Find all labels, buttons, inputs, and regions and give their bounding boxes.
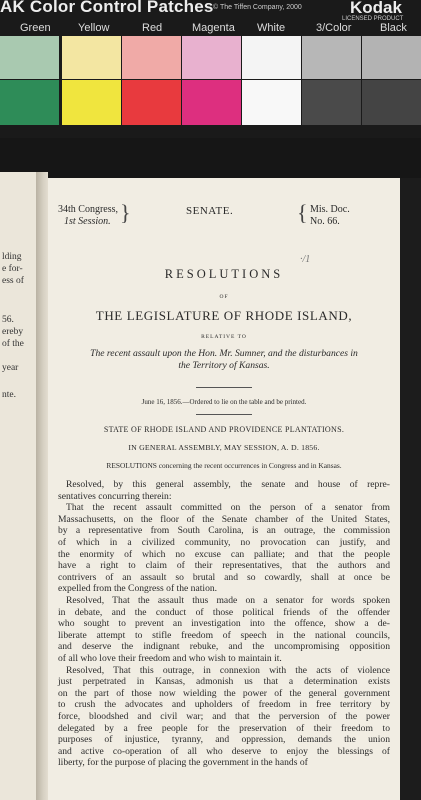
color-swatch-dark [62,80,121,125]
color-swatch-dark [122,80,181,125]
resolutions-title: RESOLUTIONS [164,267,284,281]
color-swatch-light [182,36,241,79]
body-line: liberty, for the purpose of placing the government in the hands of [58,757,308,769]
right-brace: { [297,200,308,225]
pencil-mark: ·/1 [300,254,311,265]
left-page-fragment [0,172,36,800]
swatch-label-yellow: Yellow [78,22,110,34]
of-label: OF [219,294,229,300]
body-line: and deserve the indignant rebuke, and the uncompromising opposition [58,641,390,653]
body-line: delegated by a free people for the preservation of their freedom to [58,722,390,734]
color-swatch-light [242,36,301,79]
subject-line-1: The recent assault upon the Hon. Mr. Sumner, and the disturbances in [90,348,358,359]
swatch-label-black: Black [380,22,407,34]
body-line: liberate attempt to stifle freedom of speech in the national councils, [58,629,390,641]
resolutions-heading: RESOLUTIONS concerning the recent occurrences in Congress and in Kansas. [106,461,342,470]
body-line: sentatives concurring therein: [58,490,172,502]
left-fragment-text: e for- [2,264,23,274]
licensed-product-text: LICENSED PRODUCT [342,16,404,22]
body-line: of which in a civilized community, no provocation can justify, and [58,537,390,548]
color-swatch-dark [0,80,59,125]
order-rule [196,414,252,415]
swatch-label-magenta: Magenta [192,22,235,34]
body-line: expelled from the Congress of the nation. [58,583,218,595]
swatch-label-red: Red [142,22,163,34]
order-line: June 16, 1856.—Ordered to lie on the table and be printed. [141,398,307,406]
body-line: Resolved, That this outrage, in connexion with the acts of violence [66,664,390,676]
body-line: to crush the advocates and upholders of freedom in free territory by [58,699,390,711]
color-swatch-dark [242,80,301,125]
color-swatch-light [362,36,421,79]
right-background [400,178,421,800]
body-line: That the recent assault committed on the person of a senator from [66,502,390,514]
color-control-strip [0,0,421,138]
body-line: who sought to prevent an investigation into the offence, show a de- [58,618,390,630]
left-fragment-text: year [2,363,19,373]
color-swatch-dark [182,80,241,125]
left-fragment-text: 56. [2,315,14,325]
body-line: contrivers of an assault so brutal and so cowardly, shall at once be [58,571,390,583]
left-brace: } [120,200,131,225]
doc-number-label: No. 66. [310,216,340,227]
body-line: force, bloodshed and civil war; and that the perversion of the power [58,711,390,722]
body-line: the enormity of which no excuse can palliate; and that the people [58,548,390,560]
body-line: and active co-operation of all who deserve to enjoy the blessings of [58,745,390,757]
swatch-label-white: White [257,22,286,34]
body-line: in debate, and the conduct of those political friends of the offender [58,606,390,618]
body-line: just perpetrated in Kansas, admonish us that a determination exists [58,676,390,688]
book-gutter [36,172,48,800]
left-fragment-text: ereby [2,327,24,337]
assembly-line: IN GENERAL ASSEMBLY, MAY SESSION, A. D. 1856. [128,443,320,452]
color-strip-title: AK Color Control Patches [0,0,214,16]
body-line: have a right to claim of their representatives, that the authors and [58,560,390,572]
color-swatch-light [122,36,181,79]
color-strip-copyright: © The Tiffen Company, 2000 [213,4,302,11]
left-fragment-text: nte. [2,390,16,400]
color-swatch-light [302,36,361,79]
swatch-labels [0,22,421,36]
senate-heading: SENATE. [186,205,234,217]
color-swatch-dark [302,80,361,125]
state-line: STATE OF RHODE ISLAND AND PROVIDENCE PLANTATIONS. [103,425,345,434]
left-fragment-text: ess of [2,276,24,286]
color-swatch-light [0,36,59,79]
relative-to-label: RELATIVE TO [201,334,247,340]
congress-label: 34th Congress, [58,204,118,215]
body-line: by a representative from South Carolina, is an outrage, the commission [58,525,390,537]
session-label: 1st Session. [64,216,111,227]
body-line: Resolved, That the assault thus made on a senator for words spoken [66,595,390,606]
doc-type-label: Mis. Doc. [310,204,350,215]
body-line: Massachusetts, on the floor of the Senate chamber of the United States, [58,513,390,525]
body-line: Resolved, by this general assembly, the senate and house of repre- [66,479,390,490]
kodak-logo: Kodak [350,0,402,17]
left-fragment-text: of the [2,339,24,349]
color-swatch-dark [362,80,421,125]
body-line: of all who love their freedom and who wish to maintain it. [58,653,282,664]
document-page [48,178,400,800]
left-fragment-text: lding [2,252,22,262]
title-rule [196,387,252,388]
legislature-title: THE LEGISLATURE OF RHODE ISLAND, [95,308,353,323]
swatch-label-green: Green [20,22,51,34]
body-line: on the part of those now wielding the power of the general government [58,687,390,699]
swatch-label-3color: 3/Color [316,22,352,34]
body-line: purposes of injustice, tyranny, and oppression, demands the union [58,734,390,746]
color-swatch-light [62,36,121,79]
subject-line-2: the Territory of Kansas. [178,360,270,371]
